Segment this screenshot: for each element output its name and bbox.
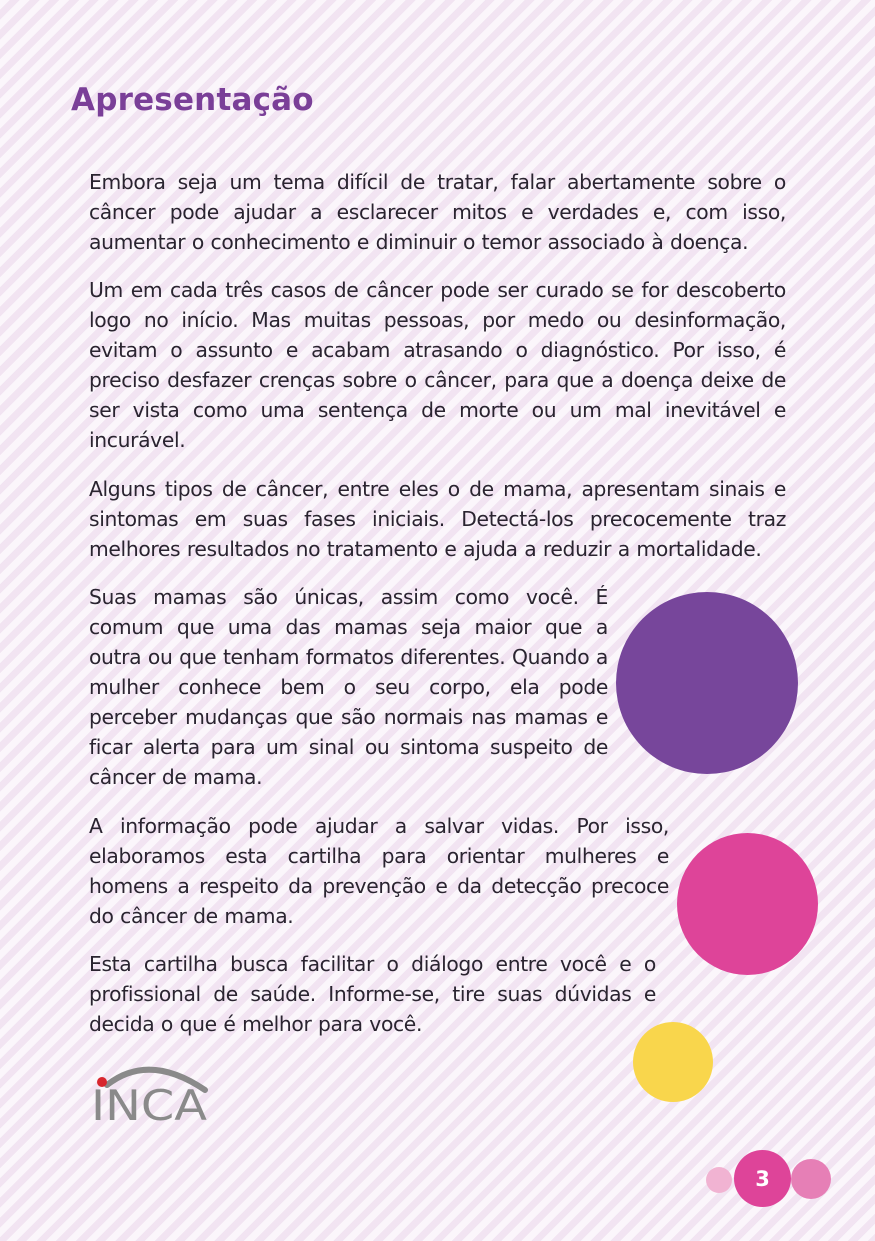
paragraph-breasts: Suas mamas são únicas, assim como você. É comum que uma das mamas seja maior que a outra ou que tenham formatos diferentes. Quando a mulher conhece bem o seu corpo, ela pode perceber mudanças que são normais nas mamas e ficar alerta para um sinal ou sintoma suspeito de câncer de mama.: [89, 585, 608, 789]
decorative-pink-circle: [677, 833, 818, 975]
page-title: Apresentação: [71, 82, 314, 118]
paragraph-dialogue: Esta cartilha busca facilitar o diálogo entre você e o profissional de saúde. Informe-se, tire suas dúvidas e decida o que é melhor para você.: [89, 952, 656, 1036]
decorative-purple-circle: [616, 592, 798, 774]
page-number: 3: [755, 1166, 770, 1191]
decorative-yellow-circle: [633, 1022, 713, 1102]
paragraph-information: A informação pode ajudar a salvar vidas. Por isso, elaboramos esta cartilha para orientar mulheres e homens a respeito da prevenção e da detecção precoce do câncer de mama.: [89, 814, 669, 928]
decorative-pink-dot: [791, 1159, 831, 1199]
paragraph-intro: Embora seja um tema difícil de tratar, falar abertamente sobre o câncer pode ajudar a esclarecer mitos e verdades e, com isso, aumentar o conhecimento e diminuir o temor associado à doença.: [89, 170, 786, 254]
paragraph-symptoms: Alguns tipos de câncer, entre eles o de mama, apresentam sinais e sintomas em suas fases iniciais. Detectá-los precocemente traz melhores resultados no tratamento e ajuda a reduzir a mortalidade.: [89, 477, 786, 561]
page-number-badge: [734, 1150, 791, 1207]
decorative-small-pink-dot: [706, 1167, 732, 1193]
logo-text: INCA: [91, 1081, 208, 1126]
inca-logo-icon: [87, 1058, 211, 1126]
paragraph-cure: Um em cada três casos de câncer pode ser curado se for descoberto logo no início. Mas muitas pessoas, por medo ou desinformação, evitam o assunto e acabam atrasando o diagnóstico. Por isso, é preciso desfazer crenças sobre o câncer, para que a doença deixe de ser vista como uma sentença de morte ou um mal inevitável e incurável.: [89, 278, 786, 452]
